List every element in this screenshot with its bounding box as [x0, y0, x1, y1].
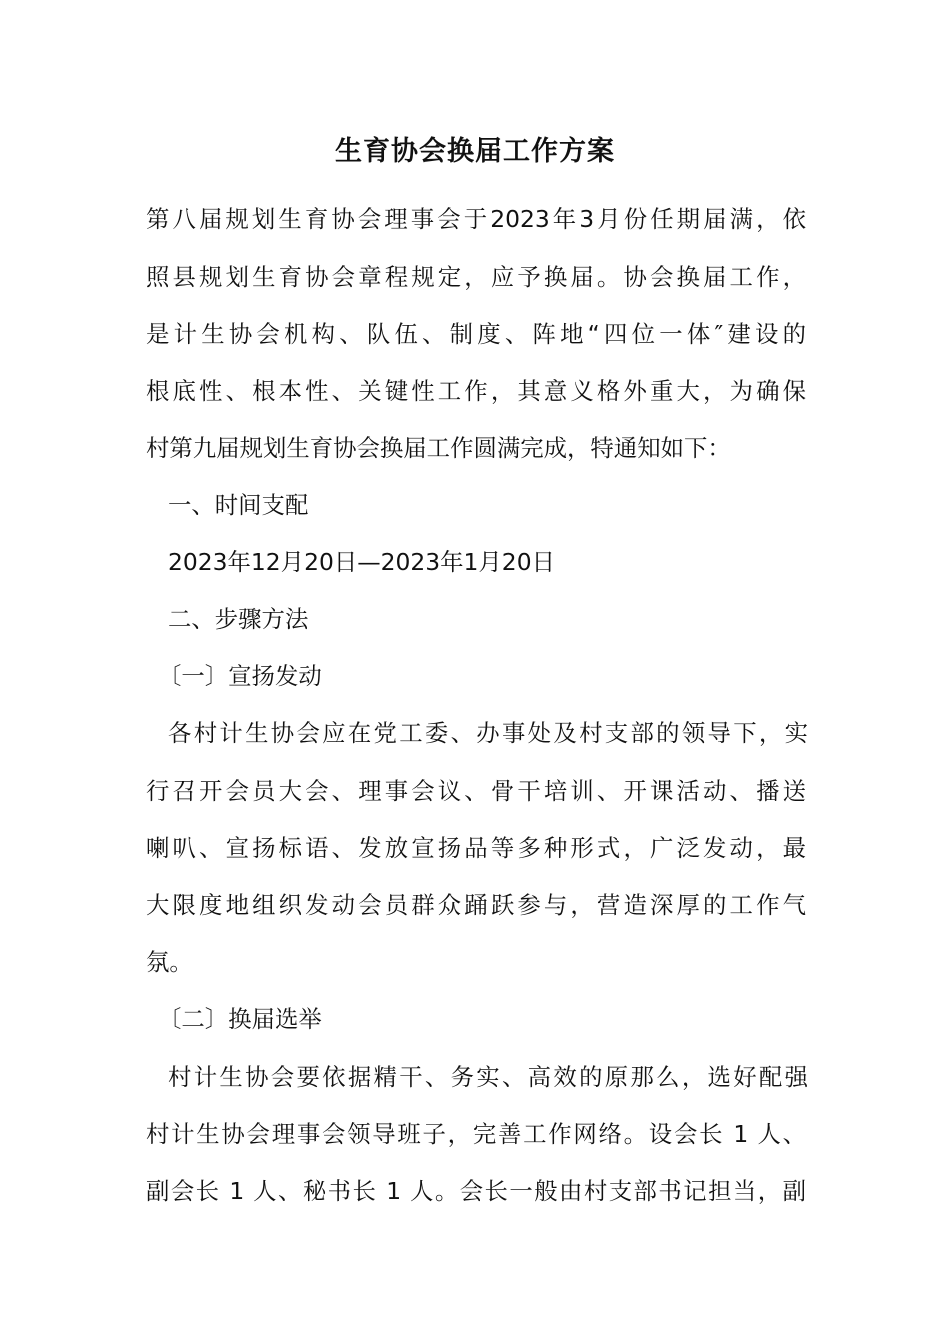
paragraph-line: 第八届规划生育协会理事会于2023年3月份任期届满，依: [146, 205, 806, 233]
paragraph-line: 大限度地组织发动会员群众踊跃参与，营造深厚的工作气: [146, 891, 806, 919]
paragraph-line: 氛。: [146, 948, 193, 976]
paragraph-line: 根底性、根本性、关键性工作，其意义格外重大，为确保: [146, 377, 806, 405]
paragraph-line: 是计生协会机构、队伍、制度、阵地“四位一体″建设的: [146, 320, 806, 348]
subsection-heading: 〔一〕宣扬发动: [158, 662, 322, 690]
subsection-heading: 〔二〕换届选举: [158, 1005, 322, 1033]
paragraph-line: 行召开会员大会、理事会议、骨干培训、开课活动、播送: [146, 777, 806, 805]
paragraph-line: 各村计生协会应在党工委、办事处及村支部的领导下，实: [168, 719, 808, 747]
paragraph-line: 照县规划生育协会章程规定，应予换届。协会换届工作，: [146, 263, 806, 291]
paragraph-line: 村第九届规划生育协会换届工作圆满完成，特通知如下：: [146, 434, 731, 462]
paragraph-line: 2023年12月20日—2023年1月20日: [168, 548, 555, 576]
paragraph-line: 副会长 1 人、秘书长 1 人。会长一般由村支部书记担当，副: [146, 1177, 806, 1205]
paragraph-line: 村计生协会要依据精干、务实、高效的原那么，选好配强: [168, 1063, 808, 1091]
section-heading: 二、步骤方法: [168, 605, 309, 633]
document-title: 生育协会换届工作方案: [335, 136, 615, 167]
section-heading: 一、时间支配: [168, 491, 309, 519]
paragraph-line: 村计生协会理事会领导班子，完善工作网络。设会长 1 人、: [146, 1120, 806, 1148]
paragraph-line: 喇叭、宣扬标语、发放宣扬品等多种形式，广泛发动，最: [146, 834, 806, 862]
